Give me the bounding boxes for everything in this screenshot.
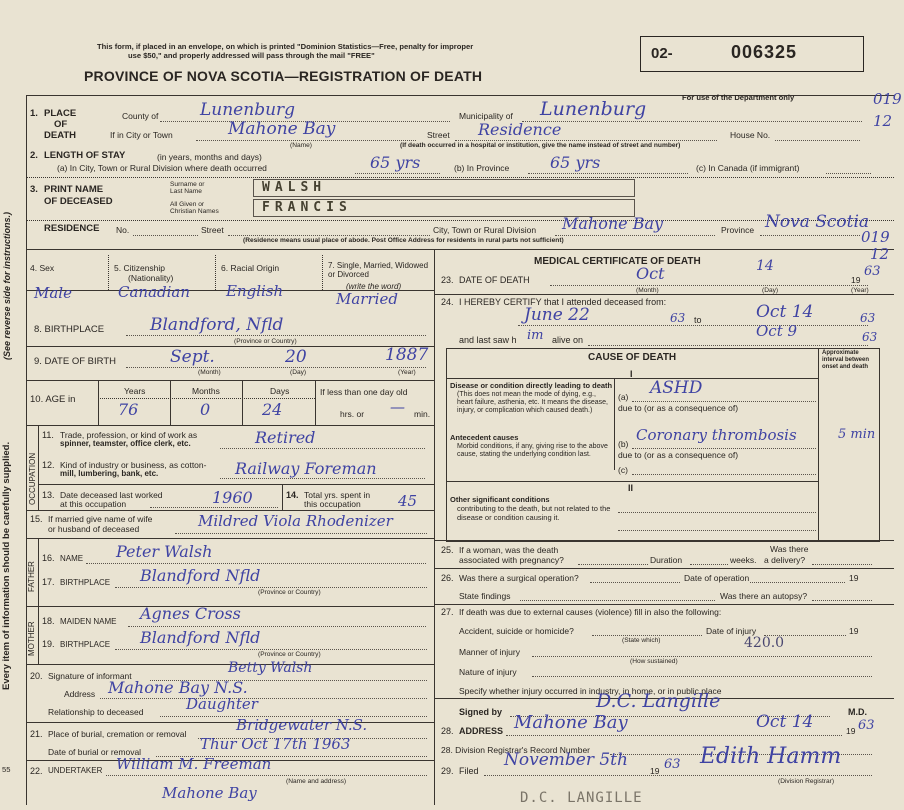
q12-label-2: mill, lumbering, bank, etc. [60,469,159,478]
age-days: 24 [262,400,283,419]
residence-no-line [133,235,198,236]
stay-a-value: 65 yrs [370,153,421,172]
other-line-1 [618,512,816,513]
q16-label: NAME [60,554,84,563]
injury-date-label: Date of injury [706,626,757,636]
q16-value: Peter Walsh [116,542,213,561]
municipality-value: Lunenburg [540,98,647,120]
informant-rel: Daughter [186,695,258,713]
notice-line2: use $50," and properly addressed will pass through the mail "FREE" [128,51,375,60]
manner-note: (How sustained) [630,658,678,665]
dob-year-note: (Year) [398,369,416,376]
residence-label: RESIDENCE [44,223,100,234]
citizenship-label: 5. Citizenship [114,263,166,273]
q26-line [590,582,680,583]
q23-year-prefix: 19 [851,275,861,285]
place-label-2: OF [54,119,68,130]
street-label: Street [427,130,450,140]
signed-address-line [506,735,842,736]
q15-bottom [26,538,434,539]
q29-num: 29. [441,766,454,776]
q13-q14-div [282,484,283,510]
injury-year-prefix: 19 [849,626,859,636]
given-label-1: All Given or [170,201,205,208]
age-months: 0 [200,400,211,419]
q24-from-year: 63 [670,311,686,325]
dob-bottom [26,380,434,381]
marital-note: (write the word) [346,282,402,291]
house-line [775,140,860,141]
q3-num: 3. [30,184,38,195]
mother-section-label: MOTHER [27,621,36,656]
signed-address: Mahone Bay [514,712,628,733]
q1-num: 1. [30,108,38,119]
q25-line [578,564,648,565]
burial-date-label: Date of burial or removal [48,747,142,757]
residence-note: (Residence means usual place of abode. Post Office Address for residents in rural parts not sufficient) [243,237,564,244]
age-div-2 [242,380,243,425]
dept-code-4: 12 [870,245,890,263]
registrar-signature: Edith Hamm [700,744,842,769]
last-saw-date: Oct 9 [756,322,798,340]
q26-label: Was there a surgical operation? [459,573,579,583]
stay-b-line [528,173,688,174]
informant-sig-label: Signature of informant [48,671,132,681]
q23-month-note: (Month) [636,287,659,294]
stay-label: LENGTH OF STAY [44,150,126,161]
street-line [455,140,717,141]
name-top-line [26,177,894,178]
marital-value: Married [336,290,398,308]
q14-num: 14. [286,490,299,500]
registrar-note: (Division Registrar) [778,778,835,785]
undertaker-line [106,775,427,776]
q28-num: 28. [441,726,454,736]
dob-label: 9. DATE OF BIRTH [34,356,116,367]
q11-num: 11. [42,430,54,440]
hrs-value: — [390,398,405,416]
q24-to-year: 63 [860,311,876,325]
filed-label: Filed [459,766,479,776]
racial-label: 6. Racial Origin [221,263,280,273]
residence-province-label: Province [721,225,755,235]
city-value: Mahone Bay [228,119,336,139]
print-name-label: PRINT NAME [44,184,104,195]
residence-city-value: Mahone Bay [562,214,664,233]
due-to-b: due to (or as a consequence of) [618,450,739,460]
min-label: min. [414,409,431,419]
cause-title: CAUSE OF DEATH [588,352,677,363]
informant-sig: Betty Walsh [228,660,313,676]
q24-label: I HEREBY CERTIFY that I attended deceased from: [459,297,667,307]
last-saw-line [588,345,868,346]
q26-bottom [434,604,894,605]
last-saw-sfx: im [527,328,544,343]
due-to-a: due to (or as a consequence of) [618,403,739,413]
q15-line [175,533,427,534]
city-name-note: (Name) [290,142,312,149]
hospital-note: (If death occurred in a hospital or institution, give the name instead of street and number) [400,142,681,149]
q16-line [86,563,426,564]
q13-value: 1960 [212,488,253,507]
other-note: contributing to the death, but not related to the disease or condition causing it. [457,504,611,522]
last-saw-year: 63 [862,330,878,344]
accident-label: Accident, suicide or homicide? [459,626,574,636]
city-label: If in City or Town [110,130,173,140]
occupation-section-label: OCCUPATION [28,452,37,505]
findings-label: State findings [459,591,511,601]
undertaker-note: (Name and address) [286,778,347,785]
stay-a-line [355,173,440,174]
q13-line [150,507,278,508]
q12-label-1: Kind of industry or business, as cotton- [60,460,207,470]
q25-label-1: If a woman, was the death [459,545,559,555]
age-div-3 [315,380,316,425]
birthplace-label: 8. BIRTHPLACE [34,324,105,335]
antecedent-note: Morbid conditions, if any, giving rise to the above cause, stating the underlying condition last. [457,443,608,458]
sex-value: Male [34,284,72,302]
frame-left-line [26,95,27,805]
q14-label-2: this occupation [304,499,361,509]
corner-code: 55 [2,765,11,774]
signed-date: Oct 14 [756,712,814,732]
q27-label: If death was due to external causes (violence) fill in also the following: [459,607,722,617]
q18-label: MAIDEN NAME [60,617,117,626]
direct-label: Disease or condition directly leading to death [450,381,613,390]
nature-line [532,676,872,677]
mother-bar [38,606,39,664]
name-bottom-line [26,220,894,221]
where-label: Specify whether injury occurred in industry, in home, or in public place [459,686,722,696]
q24-to: Oct 14 [756,302,814,322]
q25-num: 25. [441,545,454,555]
q23-year: 63 [864,264,881,279]
q14-value: 45 [398,492,418,510]
dob-line [126,367,426,368]
surname-label-1: Surname or [170,181,205,188]
residence-street-label: Street [201,225,224,235]
q22-num: 22. [30,766,43,776]
op-date-label: Date of operation [684,573,750,583]
dept-code-1: 019 [873,90,902,108]
stay-note: (in years, months and days) [157,152,262,162]
signed-label: Signed by [459,707,503,717]
informant-address-label: Address [64,689,96,699]
burial-date: Thur Oct 17th 1963 [200,735,351,753]
row-4-div-2 [215,255,216,290]
municipality-line [522,121,862,122]
other-label: Other significant conditions [450,495,550,504]
q23-num: 23. [441,275,454,285]
residence-no-label: No. [116,225,130,235]
q25-top [434,540,894,541]
q20-num: 20. [30,671,43,681]
side-instruction: Every item of information should be carefully supplied. [1,441,12,690]
q11-label-2: spinner, teamster, office clerk, etc. [60,439,191,448]
q18-num: 18. [42,616,55,626]
surname-value: WALSH [262,180,327,195]
stay-b-value: 65 yrs [550,153,601,172]
q15-label-1: If married give name of wife [48,514,153,524]
findings-line [520,600,715,601]
residence-province-value: Nova Scotia [765,212,870,232]
cause-interval-div [818,348,819,540]
q18-line [128,626,426,627]
registrar-record-label: 28. Division Registrar's Record Number [441,745,591,755]
q13-bottom [26,510,434,511]
autopsy-label: Was there an autopsy? [720,591,808,601]
cause-b-line [632,448,816,449]
icd-code: 420.0 [744,635,785,651]
stay-c-line [826,173,871,174]
stay-c-label: (c) In Canada (if immigrant) [696,163,800,173]
signed-year: 63 [858,718,875,733]
q13-label-1: Date deceased last worked [60,490,163,500]
weeks-label: weeks. [730,555,757,565]
cause-mid-div [614,378,615,470]
birthplace-value: Blandford, Nfld [150,315,284,335]
informant-address: Mahone Bay N.S. [108,678,248,697]
dob-year: 1887 [385,345,429,365]
dob-month-note: (Month) [198,369,221,376]
q23-bottom [434,294,894,295]
residence-street-line [228,235,430,236]
interval-label: Approximate interval between onset and death [822,350,870,370]
q17-line [115,587,427,588]
father-section-label: FATHER [27,561,36,592]
q14-label-1: Total yrs. spent in [304,490,371,500]
sex-label: 4. Sex [30,263,55,273]
cause-b-interval: 5 min [838,427,876,442]
cause-a-value: ASHD [650,378,703,398]
birthplace-bottom [26,346,434,347]
q23-day-note: (Day) [762,287,779,294]
dept-use-label: For use of the Department only [682,93,795,102]
birthplace-note: (Province or Country) [234,338,297,345]
q19-num: 19. [42,639,55,649]
direct-note: (This does not mean the mode of dying, e.g., heart failure, asthenia, etc. It means the disease, injury, or complication which caused death.) [457,391,608,414]
autopsy-line [812,600,872,601]
informant-address-line [100,698,427,699]
q19-line [115,649,427,650]
residence-city-label: City, Town or Rural Division [433,225,537,235]
informant-bottom [26,722,434,723]
years-label: Years [124,386,146,396]
row-4-div-1 [108,255,109,290]
antecedent-label: Antecedent causes [450,433,519,442]
q17-num: 17. [42,577,55,587]
less-than-day-label: If less than one day old [320,387,408,397]
citizenship-note: (Nationality) [128,273,174,283]
undertaker-label: UNDERTAKER [48,766,103,775]
typed-physician-name: D.C. LANGILLE [520,790,643,806]
q18-value: Agnes Cross [140,604,241,623]
medical-title: MEDICAL CERTIFICATE OF DEATH [534,256,701,267]
undertaker-address: Mahone Bay [162,784,257,802]
street-value: Residence [478,120,562,139]
marital-label: 7. Single, Married, Widowed or Divorced [328,261,429,279]
age-bottom [26,425,434,426]
dob-day-note: (Day) [290,369,307,376]
q12-num: 12. [42,460,55,470]
page-title: PROVINCE OF NOVA SCOTIA—REGISTRATION OF DEATH [84,68,483,84]
q15-num: 15. [30,514,43,524]
house-label: House No. [730,130,771,140]
q19-note: (Province or Country) [258,651,321,658]
age-div-1 [170,380,171,425]
cause-b-value: Coronary thrombosis [636,426,797,444]
q17-note: (Province or Country) [258,589,321,596]
q25-label-2: associated with pregnancy? [459,555,564,565]
city-line [196,140,416,141]
q24-from: June 22 [524,305,590,325]
given-value: FRANCIS [262,200,352,215]
county-label: County of [122,111,159,121]
registration-number-box [640,36,864,72]
months-label: Months [192,386,220,396]
place-label-3: DEATH [44,130,77,141]
q11-value: Retired [255,428,316,447]
citizenship-value: Canadian [118,283,191,301]
op-year-prefix: 19 [849,573,859,583]
surname-label-2: Last Name [170,188,202,195]
reg-number: 006325 [731,42,798,62]
occupation-bar-left [38,425,39,510]
cause-a-label: (a) [618,392,629,402]
age-div-0 [98,380,99,425]
q24-num: 24. [441,297,454,307]
q12-bottom [38,484,434,485]
q23-year-note: (Year) [851,287,869,294]
roman-i: I [630,369,633,379]
duration-label: Duration [650,555,683,565]
filed-line [484,775,872,776]
state-which-note: (State which) [622,637,661,644]
column-divider [434,249,435,805]
hrs-label: hrs. or [340,409,365,419]
other-line-2 [618,530,816,531]
q13-label-2: at this occupation [60,499,127,509]
signed-address-label: ADDRESS [459,726,504,736]
nature-label: Nature of injury [459,667,517,677]
delivery-line [812,564,872,565]
q19-value: Blandford Nfld [140,628,261,647]
roman-ii: II [628,483,634,493]
dept-code-2: 12 [873,112,893,130]
dob-day: 20 [285,347,307,367]
stay-a-label: (a) In City, Town or Rural Division where death occurred [57,163,267,173]
alive-on-label: alive on [552,335,584,345]
stay-b-label: (b) In Province [454,163,510,173]
q15-label-2: or husband of deceased [48,524,140,534]
father-bar [38,538,39,606]
q23-day: 14 [756,258,774,274]
cause-c-line [632,474,816,475]
manner-label: Manner of injury [459,647,520,657]
county-value: Lunenburg [200,100,296,120]
of-deceased-label: OF DECEASED [44,196,113,207]
filed-year-prefix: 19 [650,766,660,776]
q11-line [220,448,425,449]
place-label-1: PLACE [44,108,77,119]
q15-value: Mildred Viola Rhodenizer [198,512,393,530]
q21-num: 21. [30,729,43,739]
manner-line [532,656,872,657]
dept-code-3: 019 [861,228,890,246]
racial-value: English [226,282,284,300]
cause-a-line [632,401,816,402]
undertaker-name: William M. Freeman [116,755,272,773]
cause-header-line [446,378,818,379]
q17-label: BIRTHPLACE [60,578,111,587]
q16-num: 16. [42,553,55,563]
q11-label-1: Trade, profession, or kind of work as [60,430,198,440]
dob-month: Sept. [170,347,215,367]
q12-line [220,478,425,479]
birthplace-line [126,335,426,336]
q23-label: DATE OF DEATH [459,275,530,285]
last-saw-label: and last saw h [459,335,517,345]
q25-bottom [434,568,894,569]
op-date-line [750,582,845,583]
cause-c-label: (c) [618,465,628,475]
cause-b-label: (b) [618,439,629,449]
q17-value: Blandford Nfld [140,566,261,585]
section-line [26,249,894,250]
side-reverse-note: (See reverse side for instructions.) [2,211,12,360]
burial-place-label: Place of burial, cremation or removal [48,729,187,739]
informant-rel-label: Relationship to deceased [48,707,144,717]
signed-year-prefix: 19 [846,726,856,736]
q13-num: 13. [42,490,55,500]
residence-city-line [555,235,715,236]
q12-value: Railway Foreman [235,459,377,478]
age-header-line [98,398,315,399]
q24-to-label: to [694,315,702,325]
physician-signature: D.C. Langille [596,690,721,712]
accident-line [592,635,702,636]
filed-year: 63 [664,757,681,772]
notice-line1: This form, if placed in an envelope, on which is printed "Dominion Statistics—Free, penalty for improper [97,42,474,51]
q26-num: 26. [441,573,454,583]
md-label: M.D. [848,707,867,717]
q23-line [550,285,868,286]
q19-label: BIRTHPLACE [60,640,111,649]
municipality-label: Municipality of [459,111,513,121]
reg-prefix: 02- [651,45,673,62]
q24-line [518,325,868,326]
days-label: Days [270,386,290,396]
q27-num: 27. [441,607,454,617]
q23-month: Oct [636,264,665,283]
delivery-label-1: Was there [770,544,809,554]
duration-line [690,564,728,565]
row-4-div-3 [322,255,323,290]
q2-num: 2. [30,150,38,161]
given-label-2: Christian Names [170,208,219,215]
delivery-label-2: a delivery? [764,555,806,565]
cause-ii-line [446,481,818,482]
residence-province-line [760,235,860,236]
filed-date: November 5th [504,750,628,770]
age-years: 76 [118,400,139,419]
burial-place: Bridgewater N.S. [236,716,368,734]
age-label: 10. AGE in [30,394,76,405]
